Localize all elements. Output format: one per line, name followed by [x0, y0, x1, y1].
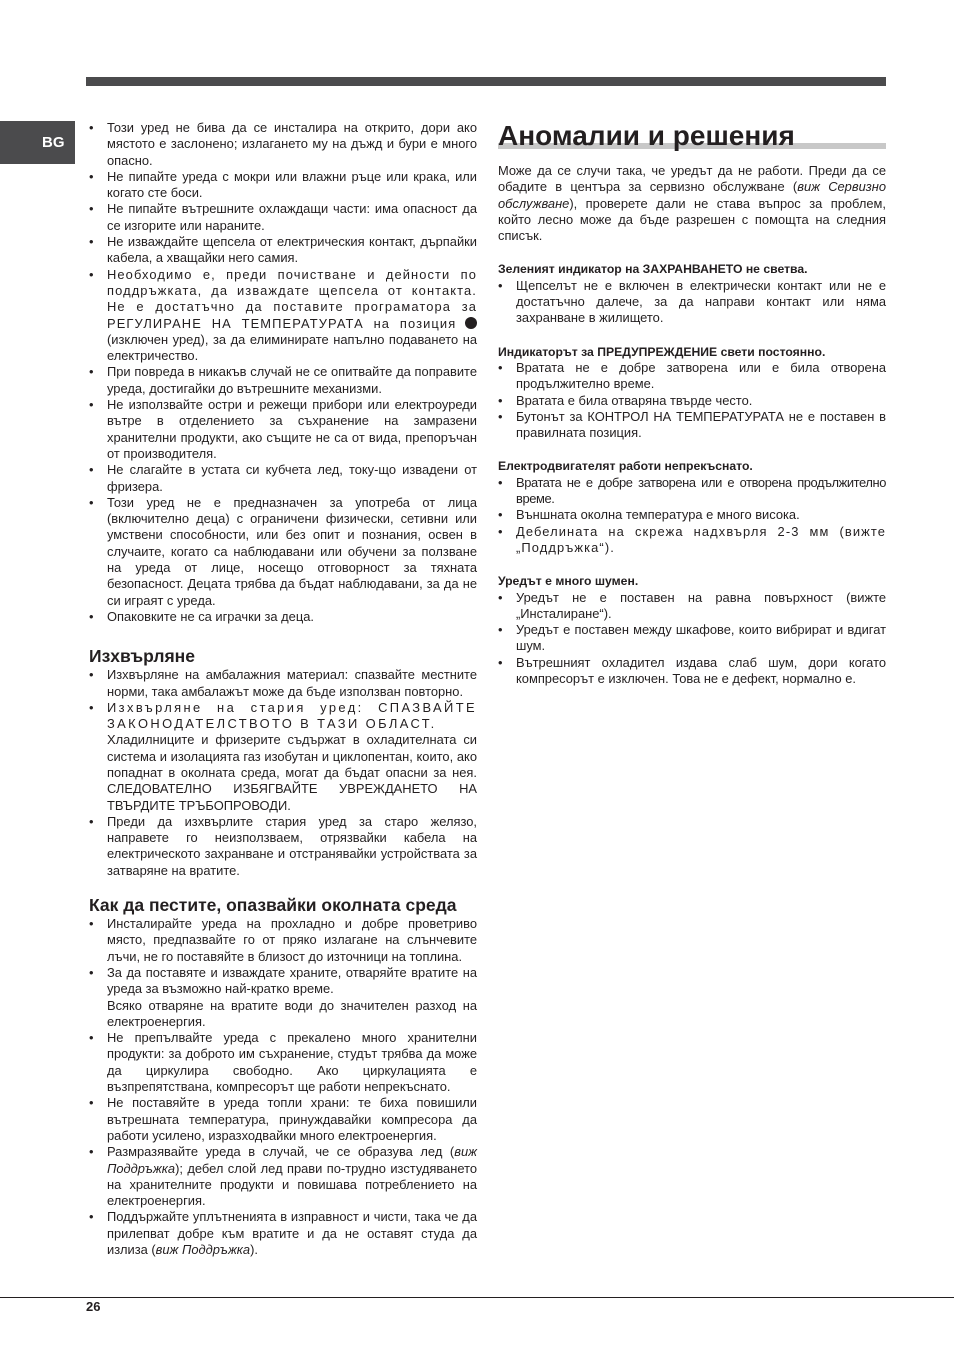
section-heading: Електродвигателят работи непрекъснато.: [498, 459, 753, 474]
list-item: • Външната околна температура е много висока.: [498, 507, 886, 523]
list-item: • Щепселът не е включен в електрически контакт или не е достатъчно далече, за да направи контакт или няма захранване в жилището.: [498, 278, 886, 327]
defrost-ref: виж Поддръжка: [107, 1144, 477, 1176]
footer-rule: [0, 1297, 954, 1298]
off-position-icon: [465, 317, 477, 329]
section-list: [498, 590, 886, 688]
list-item: • Опаковките не са играчки за деца.: [89, 609, 477, 625]
list-item: • Бутонът за КОНТРОЛ НА ТЕМПЕРАТУРАТА не е поставен в правилната позиция.: [498, 409, 886, 442]
section-heading: Уредът е много шумен.: [498, 574, 639, 589]
list-item: • Вратата не е добре затворена или е била отворена продължително време.: [498, 360, 886, 393]
disposal-list: [89, 667, 477, 879]
doors-text-2: Всяко отваряне на вратите води до значителен разход на електроенергия.: [107, 997, 477, 1029]
list-item: • Преди да изхвърлите стария уред за старо желязо, направете го неизползваем, отрязвайки кабела на електрическото захранване и отстранявайки устройствата за затваряне на вратите.: [89, 814, 477, 879]
seals-text: Поддържайте уплътненията в изправност и чисти, така че да прилепват добре към вратите и да не оставят студа да излиза (: [107, 1209, 477, 1257]
page-number: 26: [86, 1299, 101, 1314]
list-item: • Вътрешният охладител издава слаб шум, дори когато компресорът е изключен. Това не е дефект, нормално е.: [498, 655, 886, 688]
left-column: [89, 120, 477, 1258]
list-item: • Вратата не е добре затворена или е отворена продължително време.: [498, 475, 886, 508]
intro-text: Може да се случи така, че уредът да не работи. Преди да се обадите в центъра за сервизно обслужване (: [498, 163, 886, 195]
intro-text-2: ), проверете дали не става въпрос за проблем, който лесно може да бъде разрешен с помощта на следния списък.: [498, 195, 886, 244]
disposal-law-text: Изхвърляне на стария уред: СПАЗВАЙТЕ ЗАКОНОДАТЕЛСТВОТО В ТАЗИ ОБЛАСТ.: [107, 699, 477, 732]
unplug-text: Необходимо е, преди почистване и дейности по поддръжката, да изваждате щепсела от контакта. Не е достатъчно да поставите програматора за РЕГУЛИРАНЕ НА ТЕМПЕРАТУРАТА на позиция: [107, 266, 477, 331]
page-title: Аномалии и решения: [498, 120, 795, 151]
right-column: [498, 120, 886, 687]
section-list: [498, 360, 886, 441]
list-item: • При повреда в никакъв случай не се опитвайте да поправите уреда, достигайки до вътрешните механизми.: [89, 364, 477, 397]
disposal-heading: Изхвърляне: [89, 646, 195, 667]
list-item: • Уредът е поставен между шкафове, които вибрират и вдигат шум.: [498, 622, 886, 655]
section-heading: Зеленият индикатор на ЗАХРАНВАНЕТО не светва.: [498, 262, 808, 277]
list-item: • Не слагайте в устата си кубчета лед, току-що извадени от фризера.: [89, 462, 477, 495]
unplug-text-end: (изключен уред), за да елиминирате напълно подаването на електричество.: [107, 331, 477, 364]
header-bar: [86, 77, 886, 86]
list-item: [89, 1144, 477, 1209]
list-item: • Този уред не бива да се инсталира на открито, дори ако мястото е заслонено; излагането му на дъжд и бури е много опасно.: [89, 120, 477, 169]
defrost-text: Размразявайте уреда в случай, че се образува лед (: [107, 1144, 455, 1160]
language-tab: BG: [0, 121, 75, 164]
safety-list: [89, 120, 477, 625]
list-item: [89, 267, 477, 365]
seals-text-2: ).: [250, 1242, 258, 1257]
list-item: • Уредът не е поставен на равна повърхност (вижте „Инсталиране“).: [498, 590, 886, 623]
section-heading: Индикаторът за ПРЕДУПРЕЖДЕНИЕ свети постоянно.: [498, 344, 826, 359]
section-list: [498, 278, 886, 327]
section-list: [498, 475, 886, 556]
intro-paragraph: [498, 163, 886, 244]
disposal-gas-text: Хладилниците и фризерите съдържат в охладителната си система и изолацията газ изобутан и циклопентан, които, ако попаднат в околната среда, могат да бъдат опасни за нея. СЛЕДОВАТЕЛНО ИЗБЯГВАЙТЕ УВРЕЖДАНЕТО НА ТВЪРДИТЕ ТРЪБОПРОВОДИ.: [107, 732, 477, 813]
list-item: [89, 965, 477, 1030]
seals-ref: виж Поддръжка: [155, 1242, 251, 1257]
list-item: • Не изваждайте щепсела от електрическия контакт, дърпайки кабела, а хващайки него самия.: [89, 234, 477, 267]
list-item: • Дебелината на скрежа надхвърля 2-3 мм (вижте „Поддръжка“).: [498, 524, 886, 557]
list-item: • Не използвайте остри и режещи прибори или електроуреди вътре в отделението за съхранение на замразени хранителни продукти, ако същите не са от вида, препоръчан от производителя.: [89, 397, 477, 462]
save-energy-list: [89, 916, 477, 1258]
save-energy-heading: Как да пестите, опазвайки околната среда: [89, 895, 457, 916]
list-item: • Този уред не е предназначен за употреба от лица (включително деца) с ограничени физически, сетивни или умствени способности, или без опит и познания, освен в случаите, когато са наблюдавани или обучени за ползване на уреда от лице, носещо отговорност за тяхната безопасност. Децата трябва да бъдат наблюдавани, за да не си играят с уреда.: [89, 495, 477, 609]
service-ref: виж Сервизно обслужване: [498, 179, 887, 211]
list-item: • Вратата е била отваряна твърде често.: [498, 393, 886, 409]
list-item: • Не препълвайте уреда с прекалено много хранителни продукти: за доброто им съхранение, студът трябва да може да циркулира свободно. Ако циркулацията е възпрепятствана, компресорът ще работи непрекъснато.: [89, 1030, 477, 1095]
list-item: [89, 700, 477, 814]
list-item: • Инсталирайте уреда на прохладно и добре проветриво място, предпазвайте го от пряко излагане на слънчевите лъчи, не го поставяйте в близост до източници на топлина.: [89, 916, 477, 965]
list-item: • Не пипайте вътрешните охлаждащи части: има опасност да се изгорите или нараните.: [89, 201, 477, 234]
list-item: [89, 1209, 477, 1258]
list-item: • Не пипайте уреда с мокри или влажни ръце или крака, или когато сте боси.: [89, 169, 477, 202]
list-item: • Не поставяйте в уреда топли храни: те биха повишили вътрешната температура, принуждавайки компресора да работи усилено, изразходвайки много електроенергия.: [89, 1095, 477, 1144]
list-item: • Изхвърляне на амбалажния материал: спазвайте местните норми, така амбалажът може да бъде използван повторно.: [89, 667, 477, 700]
doors-text: За да поставяте и изваждате храните, отваряйте вратите на уреда за възможно най-кратко време.: [107, 964, 477, 997]
defrost-text-2: ); дебел слой лед прави по-трудно изстудяването на хранителните продукти и повишава потреблението на електроенергия.: [107, 1160, 477, 1209]
